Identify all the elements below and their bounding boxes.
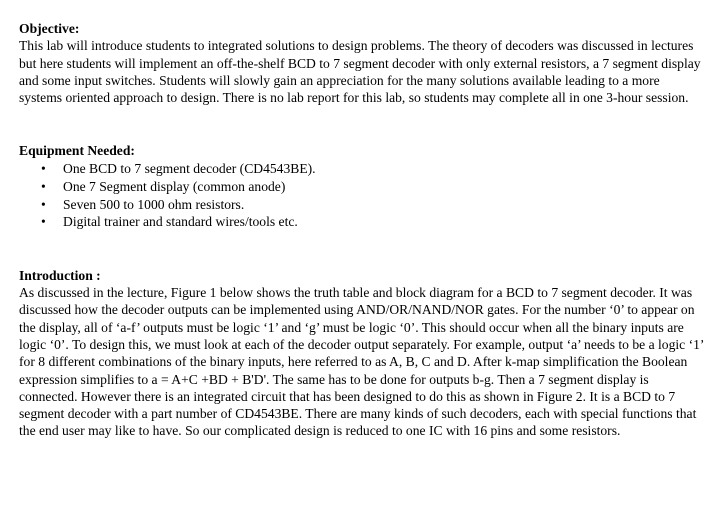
- bullet-icon: •: [41, 214, 46, 230]
- objective-section: [19, 20, 705, 106]
- objective-heading: Objective:: [19, 21, 80, 36]
- list-item: [19, 196, 705, 213]
- introduction-paragraph: As discussed in the lecture, Figure 1 below shows the truth table and block diagram for a BCD to 7 segment decoder. It was discussed how the decoder outputs can be implemented using AND/OR/NAND/NOR gates. For the number ‘0’ to appear on the display, all of ‘a-f’ outputs must be logic ‘1’ and ‘g’ must be logic ‘0’. This should occur when all the binary inputs are logic ‘0’. To design this, we must look at each of the decoder output separately. For example, output ‘a’ needs to be a logic ‘1’ for 8 different combinations of the binary inputs, here referred to as A, B, C and D. After k-map simplification the Boolean expression simplifies to a = A+C +BD + B'D'. The same has to be done for outputs b-g. Then a 7 segment display is connected. However there is an integrated circuit that has been designed to do this as shown in Figure 2. It is a BCD to 7 segment decoder with a part number of CD4543BE. There are many kinds of such decoders, each with special functions that the end user may like to have. So our complicated design is reduced to one IC with 16 pins and some resistors.: [19, 285, 704, 439]
- equipment-item-label: One BCD to 7 segment decoder (CD4543BE).: [63, 160, 316, 176]
- equipment-item-label: Digital trainer and standard wires/tools etc.: [63, 214, 298, 230]
- bullet-icon: •: [41, 196, 46, 212]
- equipment-item-label: Seven 500 to 1000 ohm resistors.: [63, 196, 245, 212]
- list-item: [19, 213, 705, 230]
- equipment-list: [19, 160, 705, 231]
- introduction-section: [19, 267, 705, 440]
- bullet-icon: •: [41, 178, 46, 194]
- equipment-item-label: One 7 Segment display (common anode): [63, 178, 286, 194]
- equipment-heading: Equipment Needed:: [19, 143, 135, 159]
- list-item: [19, 178, 705, 195]
- document-page: [19, 20, 705, 440]
- list-item: [19, 160, 705, 177]
- equipment-section: [19, 142, 705, 230]
- introduction-heading: Introduction :: [19, 267, 101, 283]
- objective-paragraph: This lab will introduce students to integrated solutions to design problems. The theory of decoders was discussed in lectures but here students will implement an off-the-shelf BCD to 7 segment decoder with only external resistors, a 7 segment display and some input switches. Students will slowly gain an appreciation for the many solutions available leading to a more systems oriented approach to design. There is no lab report for this lab, so students may complete all in one 3-hour session.: [19, 38, 701, 106]
- bullet-icon: •: [41, 160, 46, 176]
